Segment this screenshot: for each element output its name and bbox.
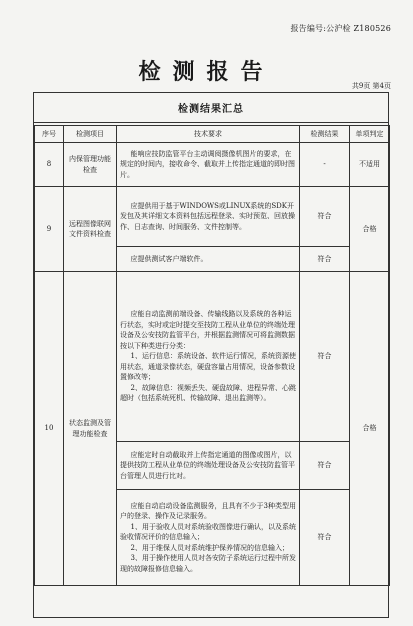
report-number: 报告编号:公沪检 Z180526 [290,24,391,33]
test-item: 状态监测及管理功能检查 [64,272,117,586]
requirement-text: 2、故障信息：视频丢失、硬盘故障、进程异常、心跳超时（包括系统死机、传输故障、退出监测等）。 [120,383,296,403]
technical-requirement: 应能定时自动截取并上传指定通道的图像或图片，以提供技防工程从业单位的终端处理设备及公安技防监管平台管理人员进行比对。 [117,442,300,490]
test-result: 符合 [300,247,350,272]
column-header: 序号 [35,126,64,143]
requirement-text: 1、用于验收人员对系统验收图像进行确认，以及系统验收情况评价的信息输入； [120,522,296,542]
column-header: 检测结果 [300,126,350,143]
technical-requirement: 应提供测试客户端软件。 [117,247,300,272]
page-indicator: 共9页 第4页 [351,82,391,90]
item-verdict: 不适用 [350,143,390,187]
table-row [35,272,390,442]
row-number: 8 [35,143,64,187]
table-row [35,143,390,187]
test-item: 内保管理功能检查 [64,143,117,187]
test-result: 符合 [300,442,350,490]
item-verdict: 合格 [350,187,390,272]
test-result: 符合 [300,490,350,586]
column-header: 检测项目 [64,126,117,143]
test-result: - [300,143,350,187]
test-result: 符合 [300,187,350,247]
technical-requirement [117,490,300,586]
test-result: 符合 [300,272,350,442]
table-header-row [35,126,390,143]
results-sheet [33,92,389,618]
report-title: 检测报告 [138,59,275,85]
requirement-text: 1、运行信息：系统设备、软件运行情况，系统资源使用状态，通道录像状态，硬盘容量占用情况，设备参数设置修改等； [120,352,296,382]
results-table [34,125,390,586]
requirement-text: 应能自动监测前端设备、传输线路以及系统的各种运行状态，实时或定时提交至技防工程从业单位的终端处理设备及公安技防监管平台，并根据监测情况可将监测数据按以下种类进行分类： [120,310,295,350]
technical-requirement: 应提供用于基于WINDOWS或LINUX系统的SDK开发包及其详细文本资料包括远程登录、实时预览、回放操作、日志查询、时间服务、文件控制等。 [117,187,300,247]
technical-requirement: 能响应技防监管平台主动调阅摄像机图片的要求，在规定的时间内，接收命令、截取并上传指定通道的即时图片。 [117,143,300,187]
technical-requirement [117,272,300,442]
column-header: 技术要求 [117,126,300,143]
column-header: 单项判定 [350,126,390,143]
row-number: 9 [35,187,64,272]
item-verdict: 合格 [350,272,390,586]
test-item: 远程图像联网文件资料检查 [64,187,117,272]
row-number: 10 [35,272,64,586]
summary-title: 检测结果汇总 [34,93,388,123]
requirement-text: 2、用于维保人员对系统维护保养情况的信息输入； [130,543,289,552]
table-row [35,187,390,247]
requirement-text: 3、用于操作使用人员对各安防子系统运行过程中所发现的故障报修信息输入。 [120,554,296,573]
requirement-text: 应能自动启动设备监测服务，且具有不少于3种类型用户的登录、操作及记录服务。 [120,501,296,521]
